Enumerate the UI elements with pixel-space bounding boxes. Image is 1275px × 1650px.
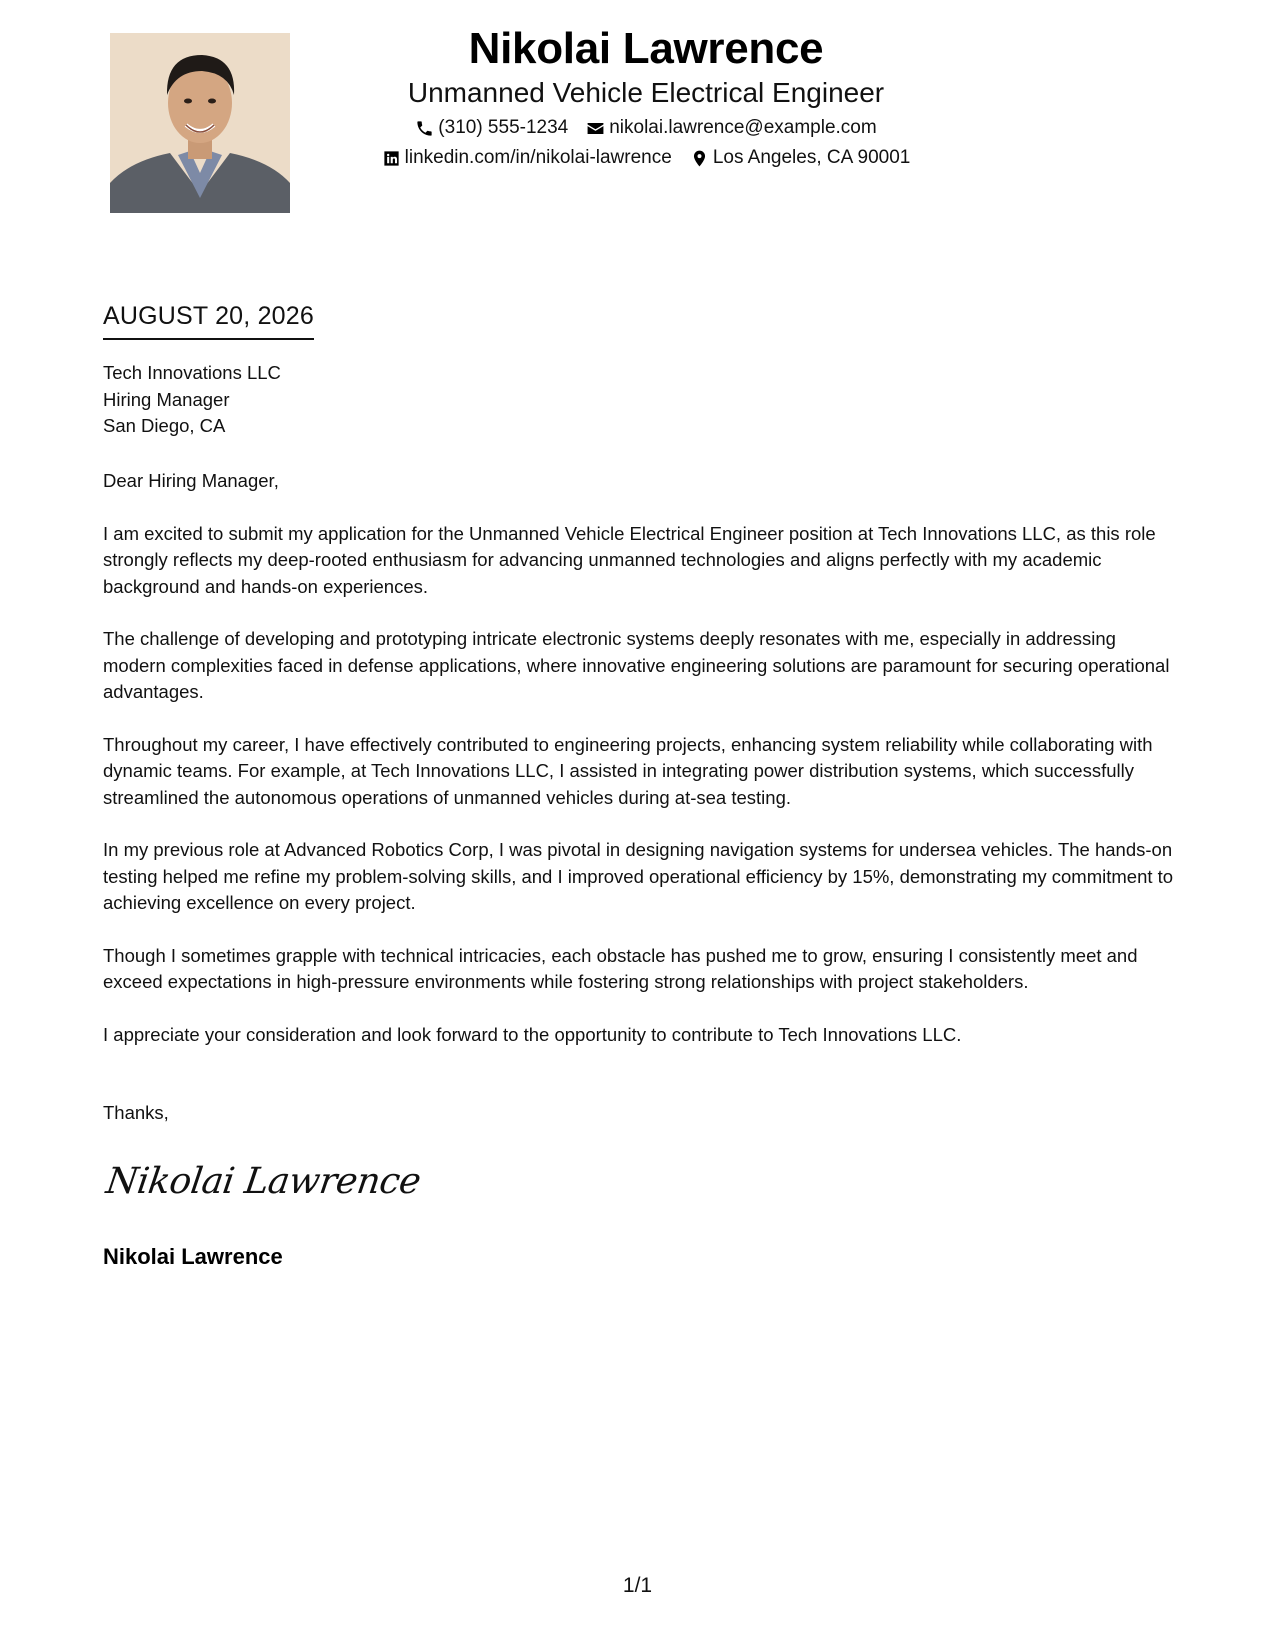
contact-row-secondary	[300, 146, 992, 170]
contact-phone[interactable]	[415, 116, 568, 140]
profile-photo	[110, 33, 290, 213]
job-title: Unmanned Vehicle Electrical Engineer	[407, 77, 885, 108]
body-paragraph: In my previous role at Advanced Robotics Corp, I was pivotal in designing navigation systems for undersea vehicles. The hands-on testing helped me refine my problem-solving skills, and I improved operational efficiency by 15%, demonstrating my commitment to achieving excellence on every project.	[103, 839, 1174, 913]
recipient-location: San Diego, CA	[103, 415, 226, 436]
recipient-company: Tech Innovations LLC	[103, 362, 281, 383]
email-text: nikolai.lawrence@example.com	[609, 117, 877, 138]
recipient-block	[103, 360, 281, 440]
linkedin-icon	[382, 149, 401, 168]
body-paragraph: I appreciate your consideration and look forward to the opportunity to contribute to Tech Innovations LLC.	[103, 1023, 962, 1045]
body-paragraph: Throughout my career, I have effectively contributed to engineering projects, enhancing system reliability while collaborating with dynamic teams. For example, at Tech Innovations LLC, I assisted in integrating power distribution systems, which successfully streamlined the autonomous operations of unmanned vehicles during at-sea testing.	[103, 733, 1153, 808]
recipient-title: Hiring Manager	[103, 388, 230, 410]
letter-header	[300, 22, 992, 170]
body-paragraph: Though I sometimes grapple with technical intricacies, each obstacle has pushed me to grow, ensuring I consistently meet and exceed expectations in high-pressure environments while fostering strong relationships with project stakeholders.	[103, 944, 1138, 992]
page-number: 1/1	[622, 1574, 653, 1597]
salutation: Dear Hiring Manager,	[103, 470, 279, 491]
linkedin-text: linkedin.com/in/nikolai-lawrence	[404, 147, 672, 168]
contact-email[interactable]	[586, 116, 876, 140]
envelope-icon	[586, 119, 605, 138]
letter-date: AUGUST 20, 2026	[103, 300, 314, 340]
closing: Thanks,	[103, 1102, 169, 1123]
body-paragraph: I am excited to submit my application for the Unmanned Vehicle Electrical Engineer position at Tech Innovations LLC, as this role strongly reflects my deep-rooted enthusiasm for advancing unmanned technologies and aligns perfectly with my academic background and hands-on experiences.	[103, 522, 1156, 597]
letter-body	[103, 468, 1178, 1074]
contact-row-primary	[300, 116, 992, 140]
contact-linkedin[interactable]	[382, 146, 672, 170]
location-text: Los Angeles, CA 90001	[712, 147, 911, 168]
applicant-name: Nikolai Lawrence	[468, 24, 824, 73]
contact-location	[690, 146, 911, 170]
phone-text: (310) 555-1234	[438, 117, 569, 138]
map-pin-icon	[690, 149, 709, 168]
body-paragraph: The challenge of developing and prototyping intricate electronic systems deeply resonates with me, especially in addressing modern complexities faced in defense applications, where innovative engineering solutions are paramount for securing operational advantages.	[103, 628, 1170, 702]
handwritten-signature: Nikolai Lawrence	[103, 1161, 424, 1202]
signed-name: Nikolai Lawrence	[103, 1244, 283, 1269]
phone-icon	[415, 119, 434, 138]
